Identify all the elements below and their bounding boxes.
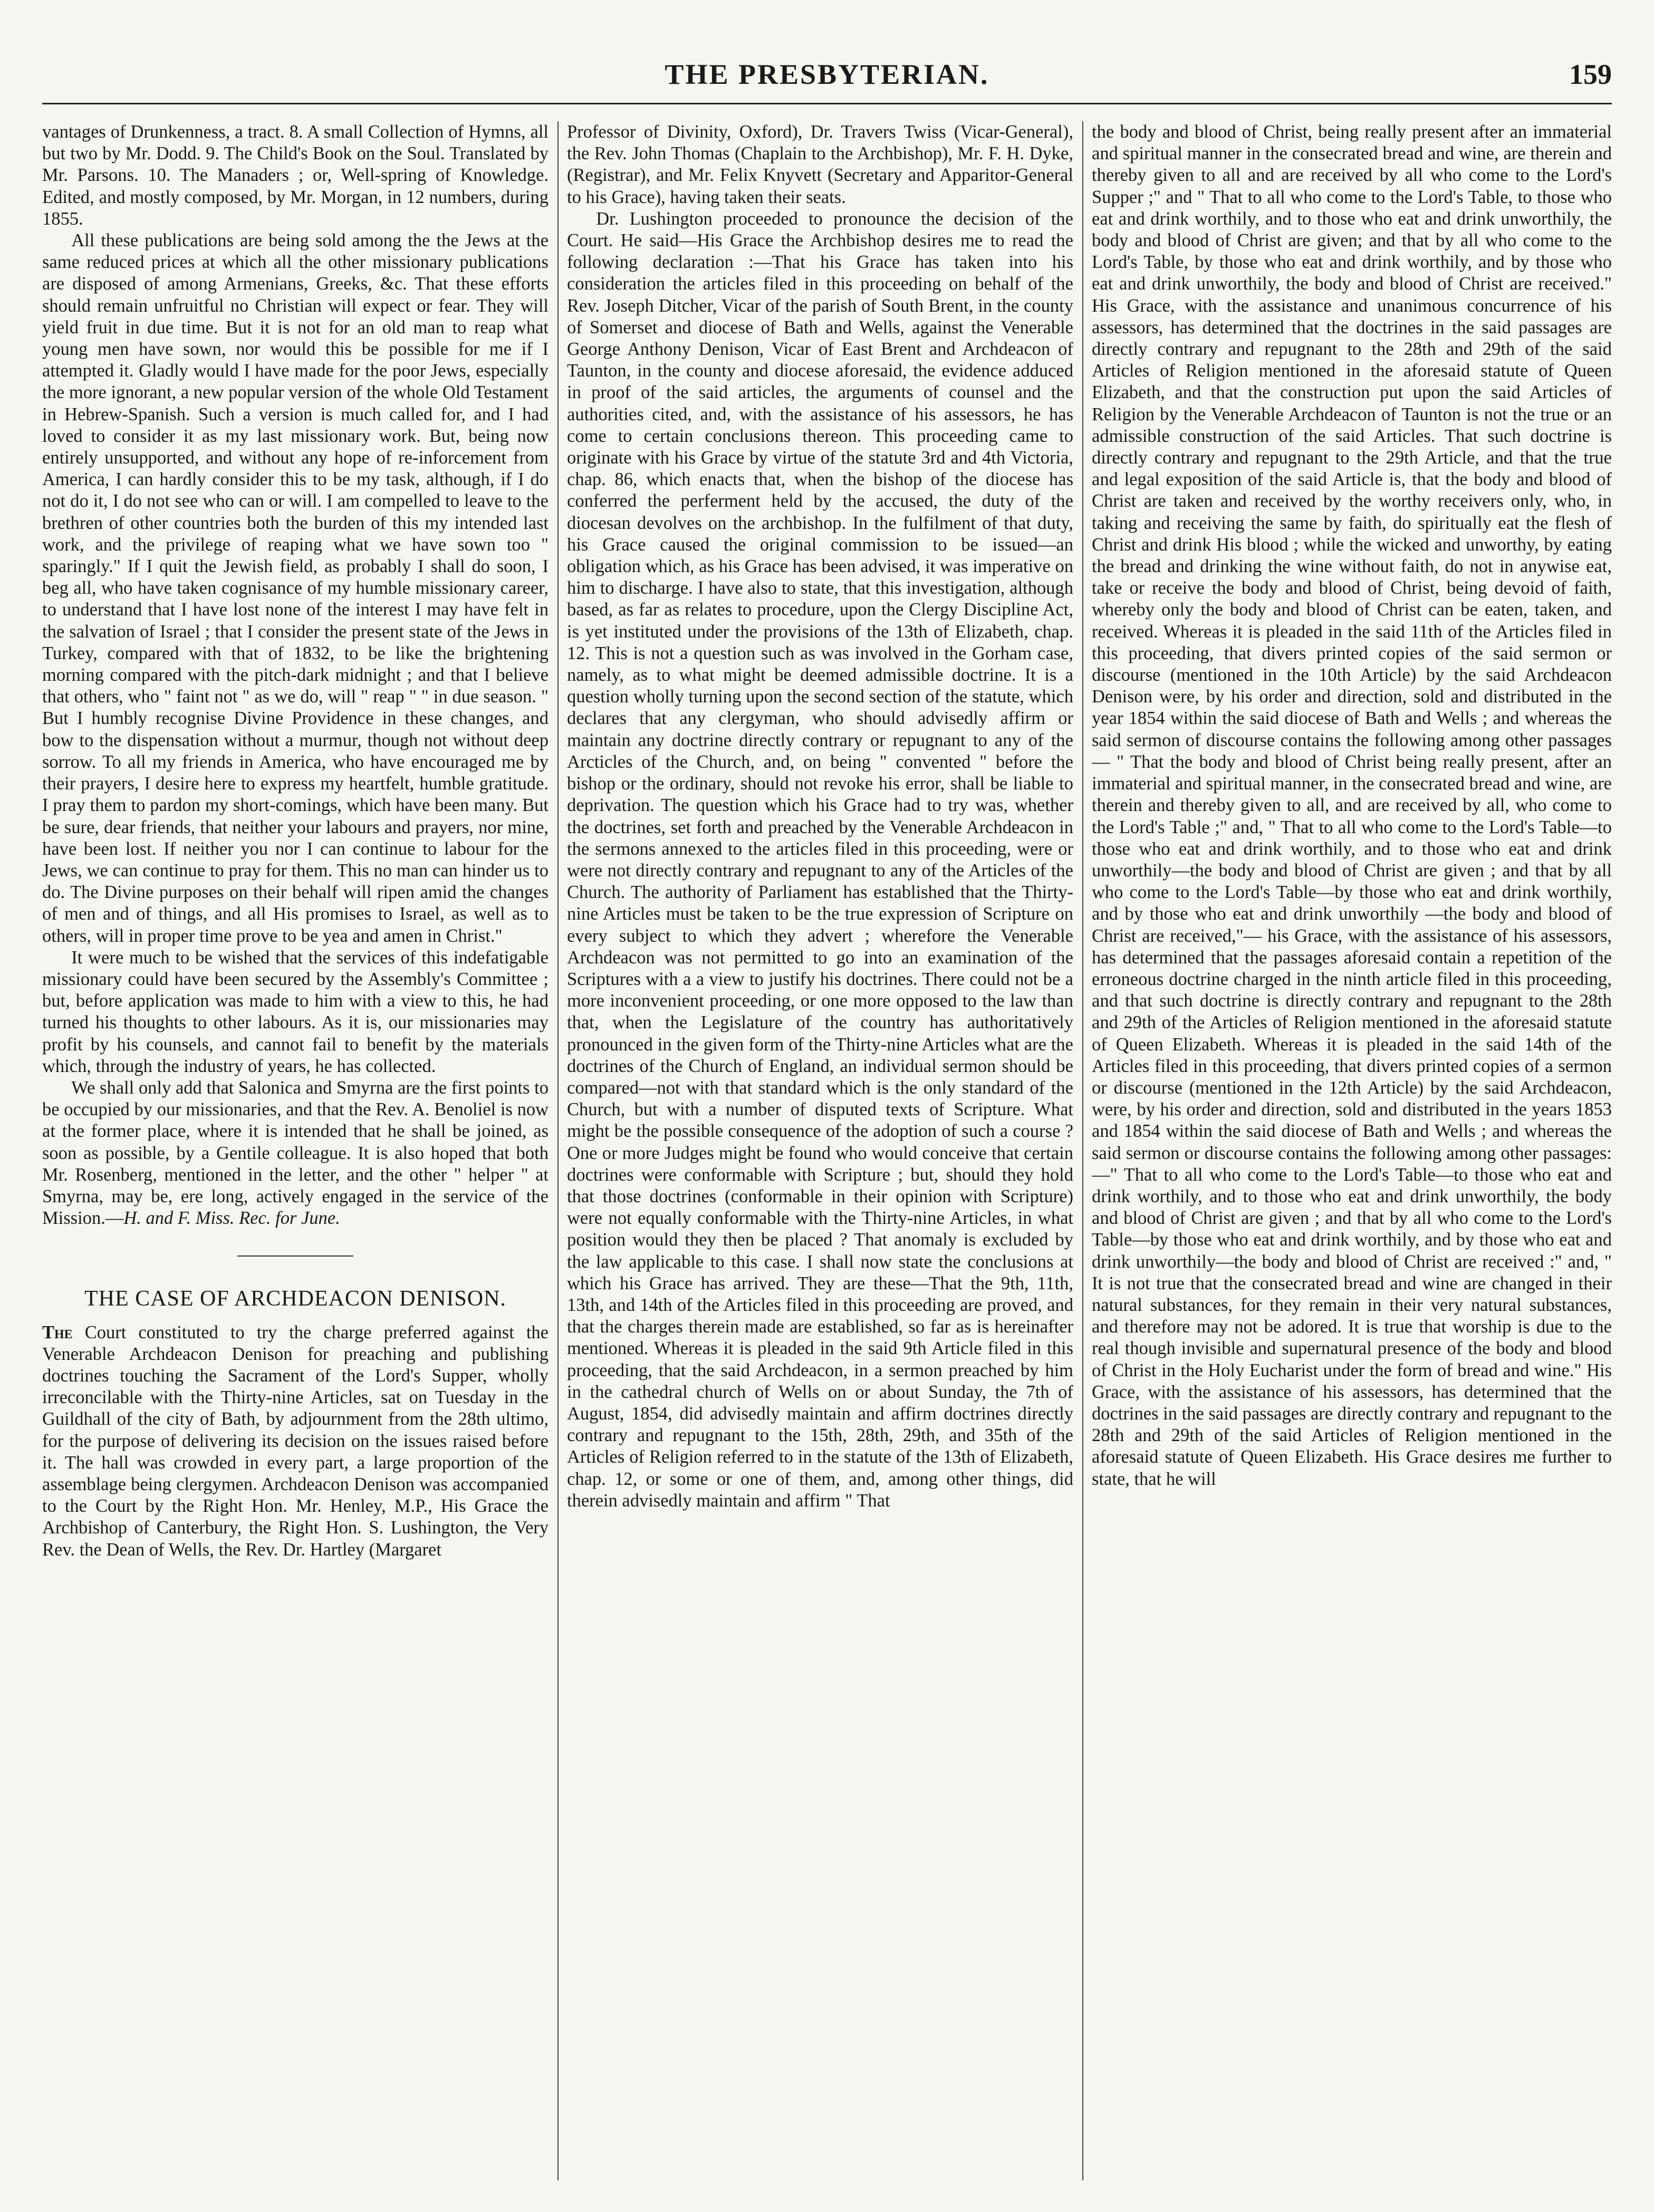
paragraph: Dr. Lushington proceeded to pronounce the decision of the Court. He said—His Grace the Archbishop desires me to read the following declaration :—That his Grace has taken into his consideration the articles filed in this proceeding on behalf of the Rev. Joseph Ditcher, Vicar of the parish of South Brent, in the county of Somerset and diocese of Bath and Wells, against the Venerable George Anthony Denison, Vicar of East Brent and Archdeacon of Taunton, in the county and diocese aforesaid, the evidence adduced in proof of the said articles, the arguments of counsel and the authorities cited, and, with the assistance of his assessors, he has come to certain conclusions thereon. This proceeding came to originate with his Grace by virtue of the statute 3rd and 4th Victoria, chap. 86, which enacts that, when the bishop of the diocese has conferred the perferment held by the accused, the duty of the diocesan devolves on the archbishop. In the fulfilment of that duty, his Grace caused the original commission to be issued—an obligation which, as his Grace has been advised, it was imperative on him to discharge. I have also to state, that this investigation, although based, as far as relates to procedure, upon the Clergy Discipline Act, is yet instituted under the provisions of the 13th of Elizabeth, chap. 12. This is not a question such as was involved in the Gorham case, namely, as to what might be deemed admissible doctrine. It is a question wholly turning upon the second section of the statute, which declares that any clergyman, who should advisedly affirm or maintain any doctrine directly contrary or repugnant to any of the Arcticles of the Church, and, on being " convented " before the bishop or the ordinary, should not revoke his error, shall be liable to deprivation. The question which his Grace had to try was, whether the doctrines, set forth and preached by the Venerable Archdeacon in the sermons annexed to the articles filed in this proceeding, were or were not directly contrary and repugnant to any of the Articles of the Church. The authority of Parliament has established that the Thirty-nine Articles must be taken to be the true expression of Scripture on every subject to which they advert ; wherefore the Venerable Archdeacon was not permitted to go into an examination of the Scriptures with a a view to justify his doctrines. There could not be a more inconvenient proceeding, or one more opposed to the law than that, when the Legislature of the country has authoritatively pronounced in the given form of the Thirty-nine Articles what are the doctrines of the Church of England, an individual sermon should be compared—not with that standard which is the only standard of the Church, but with a number of disputed texts of Scripture. What might be the possible consequence of the adoption of such a course ? One or more Judges might be found who would conceive that certain doctrines were conformable with Scripture ; but, should they hold that those doctrines (conformable in their opinion with Scripture) were not equally conformable with the Thirty-nine Articles, in what position would they then be placed ? That anomaly is excluded by the law applicable to this case. I shall now state the conclusions at which his Grace has arrived. They are these—That the 9th, 11th, 13th, and 14th of the Articles filed in this proceeding are proved, and that the charges therein made are established, so far as is hereinafter mentioned. Whereas it is pleaded in the said 9th Article filed in this proceeding, that the said Archdeacon, in a sermon preached by him in the cathedral church of Wells on or about Sunday, the 7th of August, 1854, did advisedly maintain and affirm doctrines directly contrary and repugnant to the 15th, 28th, 29th, and 35th of the Articles of Religion referred to in the statute of the 13th of Elizabeth, chap. 12, or some or one of them, and, among other things, did therein advisedly maintain and affirm " That xyxy=(567,208,1073,1511)
column-1 xyxy=(42,121,549,2180)
page-number: 159 xyxy=(1569,59,1612,90)
paragraph xyxy=(42,1322,549,1561)
column-2 xyxy=(567,121,1073,2180)
column-separator xyxy=(1082,121,1083,2180)
article-heading: THE CASE OF ARCHDEACON DENISON. xyxy=(84,1287,506,1311)
paragraph: the body and blood of Christ, being really present after an immaterial and spiritual manner in the consecrated bread and wine, are therein and thereby given to all and are received by all who come to the Lord's Supper ;" and " That to all who come to the Lord's Table, to those who eat and drink worthily, and to those who eat and drink unworthily, the body and blood of Christ are given; and that by all who come to the Lord's Table, by those who eat and drink worthily, and by those who eat and drink unworthily, the body and blood of Christ are received." His Grace, with the assistance and unanimous concurrence of his assessors, has determined that the doctrines in the said passages are directly contrary and repugnant to the 28th and 29th of the said Articles of Religion mentioned in the aforesaid statute of Queen Elizabeth, and that the construction put upon the said Articles of Religion by the Venerable Archdeacon of Taunton is not the true or an admissible construction of the said Articles. That such doctrine is directly contrary and repugnant to the 29th Article, and that the true and legal exposition of the said Article is, that the body and blood of Christ are taken and received by the worthy receivers only, who, in taking and receiving the same by faith, do spiritually eat the flesh of Christ and drink His blood ; while the wicked and unworthy, by eating the bread and drinking the wine without faith, do not in anywise eat, take or receive the body and blood of Christ, being devoid of faith, whereby only the body and blood of Christ can be eaten, taken, and received. Whereas it is pleaded in the said 11th of the Articles filed in this proceeding, that divers printed copies of the said sermon or discourse (mentioned in the 10th Article) by the said Archdeacon Denison were, by his order and direction, sold and distributed in the year 1854 within the said diocese of Bath and Wells ; and whereas the said sermon of discourse contains the following among other passages— " That the body and blood of Christ being really present, after an immaterial and spiritual manner, in the consecrated bread and wine, are therein and thereby given to all, and are received by all, who come to the Lord's Table ;" and, " That to all who come to the Lord's Table—to those who eat and drink worthily, and to those who eat and drink unworthily—the body and blood of Christ are given ; and that by all who come to the Lord's Table—by those who eat and drink worthily, and by those who eat and drink unworthily —the body and blood of Christ are received,"— his Grace, with the assistance of his assessors, has determined that the passages aforesaid contain a repetition of the erroneous doctrine charged in the ninth article filed in this proceeding, and that such doctrine is directly contrary and repugnant to the 28th and 29th of the Articles of Religion mentioned in the aforesaid statute of Queen Elizabeth. Whereas it is pleaded in the said 14th of the Articles filed in this proceeding, that divers printed copies of a sermon or discourse (mentioned in the 12th Article) by the said Archdeacon, were, by his order and direction, sold and distributed in the years 1853 and 1854 within the said diocese of Bath and Wells ; and whereas the said sermon or discourse contains the following among other passages: —" That to all who come to the Lord's Table—to those who eat and drink worthily, and to those who eat and drink unworthily, the body and blood of Christ are given ; and that by all who come to the Lord's Table—by those who eat and drink worthily, and by those who eat and drink unworthily—the body and blood of Christ are received :" and, " It is not true that the consecrated bread and wine are changed in their natural substances, for they remain in their very natural substances, and therefore may not be adored. It is true that worship is due to the real though invisible and supernatural presence of the body and blood of Christ in the Holy Eucharist under the form of bread and wine." His Grace, with the assistance of his assessors, has determined that the doctrines in the said passages are directly contrary and repugnant to the 28th and 29th of the said Articles of Religion mentioned in the aforesaid statute of Queen Elizabeth. His Grace desires me further to state, that he will xyxy=(1092,122,1612,1489)
section-divider xyxy=(237,1255,353,1257)
column-3 xyxy=(1092,121,1612,2180)
column-separator xyxy=(557,121,559,2180)
drop-cap: The xyxy=(42,1322,73,1342)
running-title: THE PRESBYTERIAN. xyxy=(665,59,989,90)
paragraph-text: We shall only add that Salonica and Smyrna are the first points to be occupied by our missionaries, and that the Rev. A. Benoliel is now at the former place, where it is intended that he shall be joined, as soon as possible, by a Gentile colleague. It is also hoped that both Mr. Rosenberg, mentioned in the letter, and the other " helper " at Smyrna, may be, ere long, actively engaged in the service of the Mission.— xyxy=(42,1077,549,1229)
paragraph: All these publications are being sold among the the Jews at the same reduced prices at which all the other missionary publications are disposed of among Armenians, Greeks, &c. That these efforts should remain unfruitful no Christian will expect or fear. They will yield fruit in due time. But it is not for an old man to reap what young men have sown, nor would this be possible for me if I attempted it. Gladly would I have made for the poor Jews, especially the more ignorant, a new popular version of the whole Old Testament in Hebrew-Spanish. Such a version is much called for, and I had loved to consider it as my last missionary work. But, being now entirely unsupported, and without any hope of re-inforcement from America, I can hardly consider this to be my task, although, if I do not do it, I do not see who can or will. I am compelled to leave to the brethren of other countries both the burden of this my intended last work, and the privilege of reaping what we have sown too " sparingly." If I quit the Jewish field, as probably I shall do soon, I beg all, who have taken cognisance of my humble missionary career, to understand that I have lost none of the interest I may have felt in the salvation of Israel ; that I consider the present state of the Jews in Turkey, compared with that of 1832, to be like the brightening morning compared with the pitch-dark midnight ; and that I believe that others, who " faint not " as we do, will " reap " " in due season. " But I humbly recognise Divine Providence in these changes, and bow to the dispensation without a murmur, though not without deep sorrow. To all my friends in America, who have encouraged me by their prayers, I desire here to express my heartfelt, humble gratitude. I pray them to pardon my short-comings, which have been many. But be sure, dear friends, that neither your labours and prayers, nor mine, have been lost. If neither you nor I can continue to labour for the Jews, we can continue to pray for them. This no man can hinder us to do. The Divine purposes on their behalf will ripen amid the changes of men and of things, and all His promises to Israel, as well as to others, will in proper time prove to be yea and amen in Christ." xyxy=(42,230,549,946)
header-rule xyxy=(42,103,1612,104)
paragraph xyxy=(42,1077,549,1229)
paragraph-text: Court constituted to try the charge preferred against the Venerable Archdeacon Denison for preaching and publishing doctrines touching the Sacrament of the Lord's Supper, wholly irreconcilable with the Thirty-nine Articles, sat on Tuesday in the Guildhall of the city of Bath, by adjournment from the 28th ultimo, for the purpose of delivering its decision on the issues raised before it. The hall was crowded in every part, a large proportion of the assemblage being clergymen. Archdeacon Denison was accompanied to the Court by the Right Hon. Mr. Henley, M.P., His Grace the Archbishop of Canterbury, the Right Hon. S. Lushington, the Very Rev. the Dean of Wells, the Rev. Dr. Hartley (Margaret xyxy=(42,1322,549,1560)
paragraph: It were much to be wished that the services of this indefatigable missionary could have been secured by the Assembly's Committee ; but, before application was made to him with a view to this, he had turned his thoughts to other labours. As it is, our missionaries may profit by his counsels, and cannot fail to benefit by the materials which, through the industry of years, he has collected. xyxy=(42,947,549,1076)
paragraph: Professor of Divinity, Oxford), Dr. Travers Twiss (Vicar-General), the Rev. John Thomas (Chaplain to the Archbishop), Mr. F. H. Dyke, (Registrar), and Mr. Felix Knyvett (Secretary and Apparitor-General to his Grace), having taken their seats. xyxy=(567,122,1073,207)
source-citation: H. and F. Miss. Rec. for June. xyxy=(123,1208,340,1229)
paragraph: vantages of Drunkenness, a tract. 8. A small Collection of Hymns, all but two by Mr. Dodd. 9. The Child's Book on the Soul. Translated by Mr. Parsons. 10. The Manaders ; or, Well-spring of Knowledge. Edited, and mostly composed, by Mr. Morgan, in 12 numbers, during 1855. xyxy=(42,122,549,229)
